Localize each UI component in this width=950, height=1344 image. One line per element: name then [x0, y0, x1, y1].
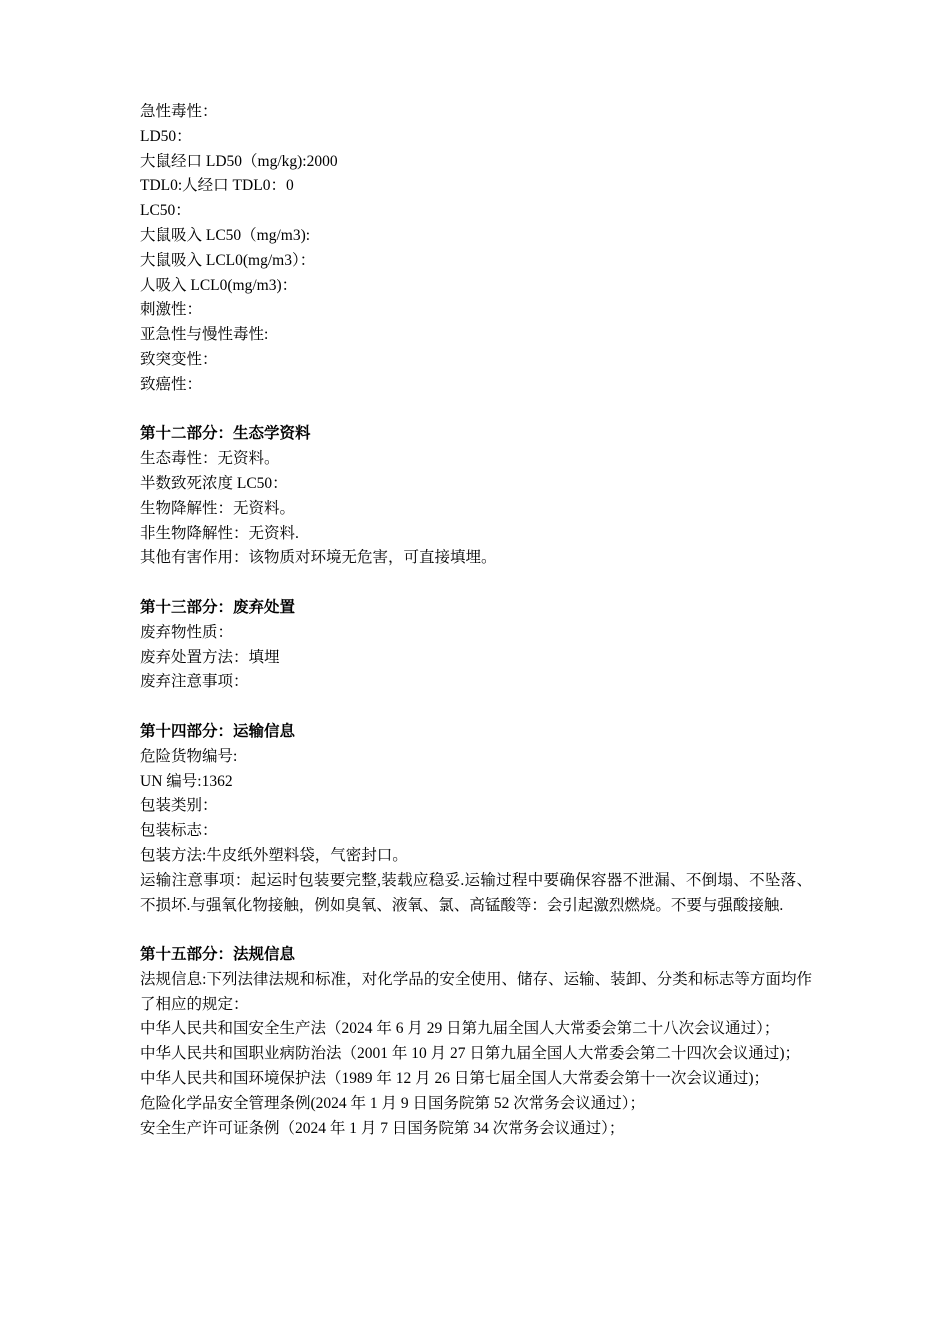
law-item: 安全生产许可证条例（2024 年 1 月 7 日国务院第 34 次常务会议通过）；	[140, 1119, 625, 1137]
chronic-toxicity-label: 亚急性与慢性毒性:	[140, 326, 269, 344]
irritation-label: 刺激性：	[140, 301, 203, 319]
un-number-line: UN 编号:1362	[140, 772, 233, 790]
disposal-method-line: 废弃处置方法：填埋	[140, 648, 280, 666]
law-item: 中华人民共和国职业病防治法（2001 年 10 月 27 日第九届全国人大常委会第二十四次会议通过)；	[140, 1045, 801, 1063]
abiotic-degradability-line: 非生物降解性：无资料.	[140, 524, 299, 542]
other-effects-line: 其他有害作用：该物质对环境无危害，可直接填埋。	[140, 549, 497, 567]
acute-toxicity-label: 急性毒性：	[140, 103, 218, 120]
transport-notes-paragraph: 运输注意事项：起运时包装要完整,装载应稳妥.运输过程中要确保容器不泄漏、不倒塌、不坠落、不损坏.与强氧化物接触，例如臭氧、液氧、氯、高锰酸等：会引起激烈燃烧。不要与强酸接触.	[140, 871, 812, 914]
section-12-heading: 第十二部分：生态学资料	[140, 425, 311, 443]
tdl0-value: TDL0:人经口 TDL0：0	[140, 177, 294, 195]
mutagenicity-label: 致突变性：	[140, 350, 218, 368]
lc50-label: LC50：	[140, 202, 191, 220]
section-disposal	[140, 596, 812, 695]
document-page	[140, 100, 812, 1141]
law-item: 中华人民共和国安全生产法（2024 年 6 月 29 日第九届全国人大常委会第二十八次会议通过）；	[140, 1020, 780, 1038]
section-toxicology	[140, 100, 812, 398]
ecotoxicity-line: 生态毒性：无资料。	[140, 450, 280, 468]
law-item: 危险化学品安全管理条例(2024 年 1 月 9 日国务院第 52 次常务会议通过）；	[140, 1094, 646, 1112]
lc50-line: 半数致死浓度 LC50：	[140, 474, 288, 492]
rat-oral-ld50: 大鼠经口 LD50（mg/kg):2000	[140, 152, 338, 170]
section-ecology	[140, 422, 812, 571]
section-13-heading: 第十三部分：废弃处置	[140, 598, 296, 616]
law-item: 中华人民共和国环境保护法（1989 年 12 月 26 日第七届全国人大常委会第十一次会议通过)；	[140, 1070, 770, 1088]
section-regulations	[140, 943, 812, 1141]
section-15-heading: 第十五部分：法规信息	[140, 946, 296, 964]
disposal-notes-line: 废弃注意事项：	[140, 673, 249, 691]
biodegradability-line: 生物降解性：无资料。	[140, 499, 296, 517]
packing-method-line: 包装方法:牛皮纸外塑料袋，气密封口。	[140, 846, 408, 864]
rat-inhalation-lc50: 大鼠吸入 LC50（mg/m3):	[140, 226, 311, 244]
section-transport	[140, 720, 812, 918]
ld50-label: LD50：	[140, 127, 192, 145]
human-inhalation-lcl0: 人吸入 LCL0(mg/m3)：	[140, 276, 298, 294]
rat-inhalation-lcl0: 大鼠吸入 LCL0(mg/m3）：	[140, 251, 316, 269]
regulations-intro-paragraph: 法规信息:下列法律法规和标准，对化学品的安全使用、储存、运输、装卸、分类和标志等方面均作了相应的规定：	[140, 970, 812, 1013]
waste-nature-line: 废弃物性质：	[140, 623, 234, 641]
packing-mark-line: 包装标志：	[140, 822, 218, 840]
packing-group-line: 包装类别：	[140, 797, 218, 815]
dangerous-goods-number-line: 危险货物编号:	[140, 747, 238, 765]
carcinogenicity-label: 致癌性：	[140, 375, 203, 393]
section-14-heading: 第十四部分：运输信息	[140, 722, 296, 740]
